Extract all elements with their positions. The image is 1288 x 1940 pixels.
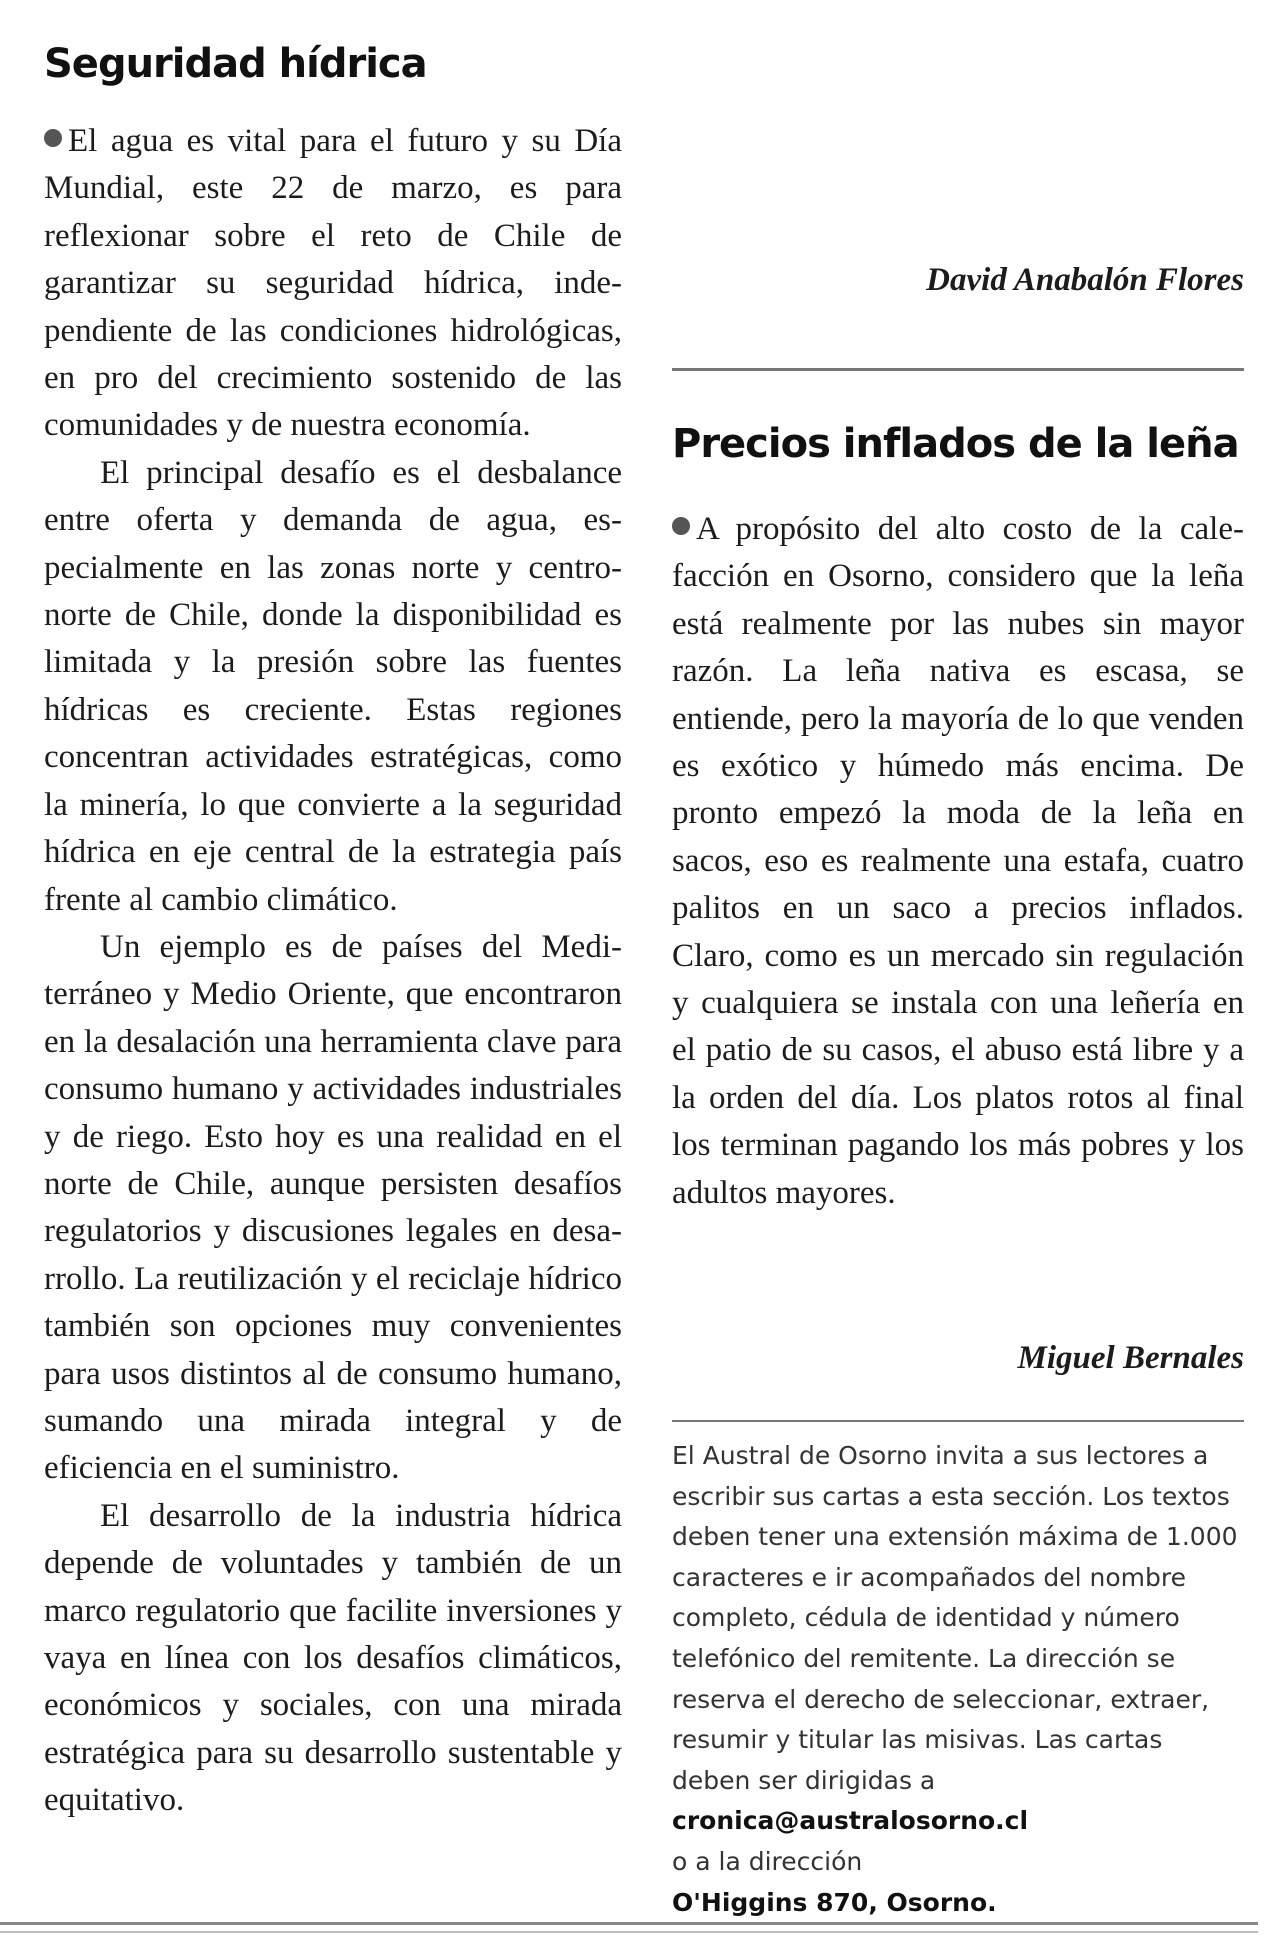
paragraph-2: El principal desafío es el desbalance entre oferta y demanda de agua, especialmente en las zonas norte y centro-norte de Chile, donde la disponibilidad es limitada y la presión sobre las fuentes hídricas es creciente. Estas regiones concentran actividades estratégicas, como la minería, lo que convierte a la seguridad hídrica en eje central de la estrategia país frente al cambio climático.: [44, 454, 622, 918]
paragraph-3: Un ejemplo es de países del Mediterráneo y Medio Oriente, que encontraron en la desalación una herramienta clave para consumo humano y actividades industriales y de riego. Esto hoy es una realidad en el norte de Chile, aunque persisten desafíos regulatorios y discusiones legales en desarrollo. La reutilización y el reciclaje hídrico también son opciones muy convenientes para usos distintos al de consumo humano, sumando una mirada integral y de eficiencia en el suministro.: [44, 928, 622, 1487]
divider: [672, 368, 1244, 371]
signature-block-2: [672, 1340, 1244, 1377]
letter-precios-lena: [672, 420, 1244, 1217]
bullet-icon: [672, 517, 690, 535]
paragraph-4: El desarrollo de la industria hídrica depende de voluntades y también de un marco regulatorio que facilite inversiones y vaya en línea con los desafíos climáticos, económicos y sociales, con una mirada estratégica para su desarrollo sustentable y equitativo.: [44, 1497, 622, 1819]
letter-seguridad-hidrica: [44, 40, 622, 1825]
letter-body: [672, 506, 1244, 1217]
notice-address: O'Higgins 870, Osorno.: [672, 1887, 997, 1917]
signature: Miguel Bernales: [1017, 1340, 1244, 1376]
bottom-rule: [0, 1931, 1258, 1933]
paragraph-1: A propósito del alto costo de la calefacción en Osorno, considero que la leña está realmente por las nubes sin mayor razón. La leña nativa es escasa, se entiende, pero la mayoría de lo que venden es exótico y húmedo más encima. De pronto empezó la moda de la leña en sacos, eso es realmente una estafa, cuatro palitos en un saco a precios inflados. Claro, como es un mercado sin regulación y cualquiera se instala con una leñería en el patio de su casos, el abuso está libre y a la orden del día. Los platos rotos al final los terminan pagando los más pobres y los adultos mayores.: [672, 511, 1244, 1211]
letter-title: Seguridad hídrica: [44, 41, 427, 87]
signature-block-1: [672, 262, 1244, 299]
notice-email[interactable]: cronica@australosorno.cl: [672, 1806, 1029, 1836]
paragraph-1: El agua es vital para el futuro y su Día Mundial, este 22 de marzo, es para reflexionar sobre el reto de Chile de garantizar su seguridad hídrica, independiente de las condiciones hidrológicas, en pro del crecimiento sostenido de las comunidades y de nuestra economía.: [44, 123, 622, 444]
submission-notice: [672, 1436, 1244, 1923]
bullet-icon: [44, 129, 62, 147]
divider: [672, 1420, 1244, 1422]
letter-body: [44, 118, 622, 1825]
notice-text: El Austral de Osorno invita a sus lectores a escribir sus cartas a esta sección. Los textos deben tener una extensión máxima de 1.000 caracteres e ir acompañados del nombre completo, cédula de identidad y número telefónico del remitente. La dirección se reserva el derecho de seleccionar, extraer, resumir y titular las misivas. Las cartas deben ser dirigidas a: [672, 1441, 1238, 1795]
letter-title: Precios inflados de la leña: [672, 421, 1239, 467]
bottom-rule: [0, 1922, 1258, 1925]
notice-or: o a la dirección: [672, 1846, 863, 1876]
signature: David Anabalón Flores: [926, 262, 1244, 298]
